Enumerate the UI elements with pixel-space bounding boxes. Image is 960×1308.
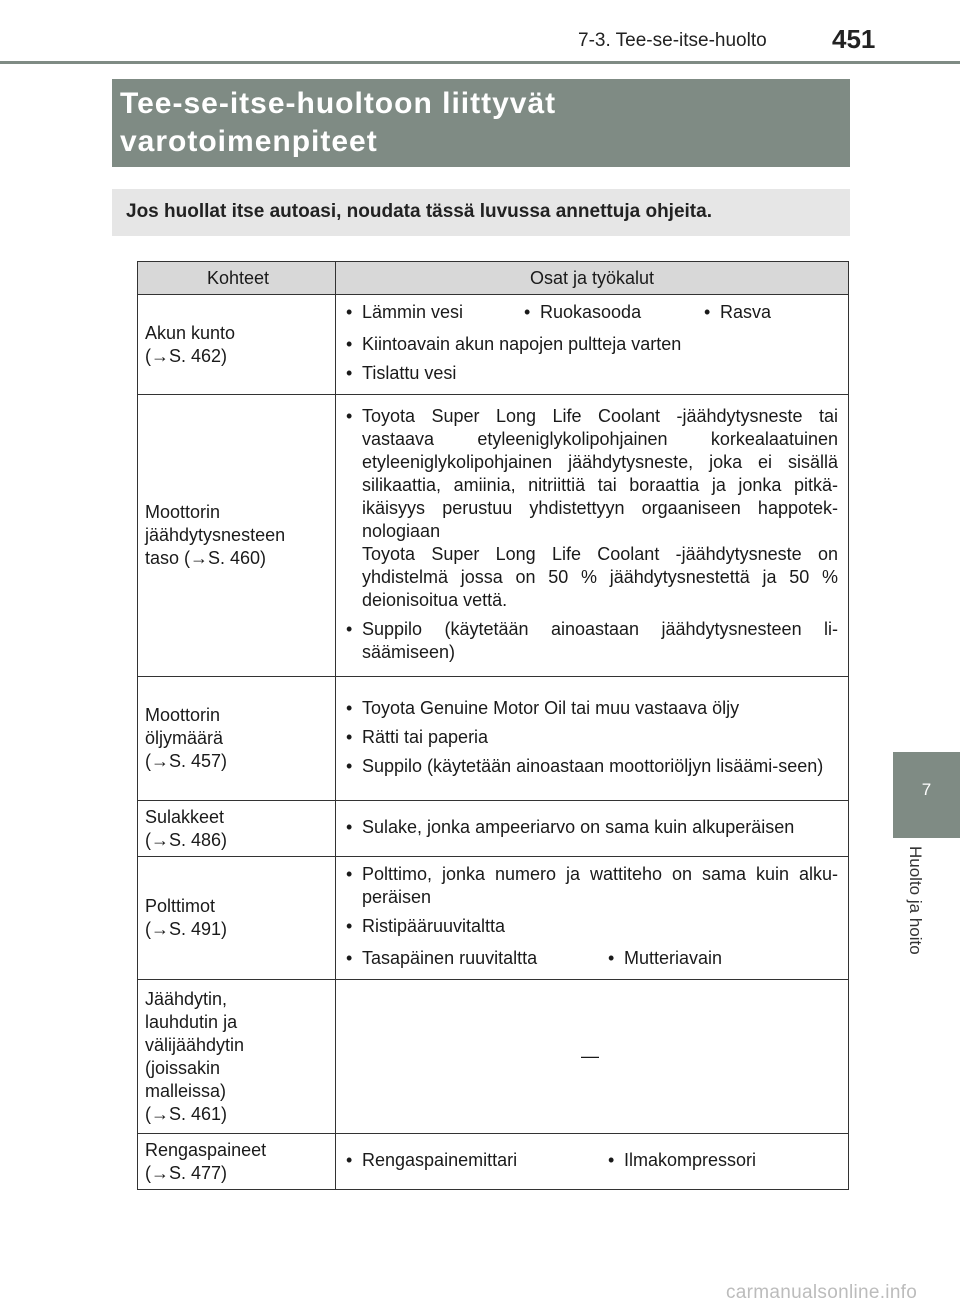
list-item: • Suppilo (käytetään ainoastaan moottoriöljyn lisäämi-seen): [342, 755, 838, 778]
empty-dash: —: [581, 1046, 599, 1066]
item-reference: (→S. 491): [145, 919, 228, 939]
item-reference: (→S. 477): [145, 1162, 228, 1183]
list-item: [342, 405, 838, 612]
page-title: Tee-se-itse-huoltoon liittyvät varotoimenpiteet: [120, 87, 557, 158]
item-reference: (→S. 457): [145, 751, 228, 771]
item-label: jäähdytysnesteen: [145, 525, 286, 545]
parts-inline-list: [342, 1146, 838, 1178]
list-item: • Rasva: [700, 301, 771, 324]
item-label: välijäähdytin: [145, 1034, 245, 1055]
list-item: • Lämmin vesi: [342, 301, 520, 324]
item-cell: [138, 801, 336, 857]
item-cell: [138, 857, 336, 980]
parts-inline-list: [342, 298, 838, 330]
item-label: (joissakin: [145, 1057, 221, 1078]
item-cell: [138, 295, 336, 395]
table-header-row: [138, 262, 849, 295]
table-row: [138, 395, 849, 677]
column-header-items: Kohteet: [138, 262, 336, 295]
item-label: lauhdutin ja: [145, 1011, 238, 1032]
list-item: • Toyota Genuine Motor Oil tai muu vastaava öljy: [342, 697, 838, 720]
table-row: [138, 801, 849, 857]
parts-cell: [336, 857, 849, 980]
item-cell: [138, 395, 336, 677]
watermark-url: carmanualsonline.info: [726, 1282, 918, 1303]
parts-cell: [336, 677, 849, 801]
item-label: Sulakkeet: [145, 806, 225, 827]
chapter-title: Huolto ja hoito: [906, 846, 925, 955]
item-reference: (→S. 461): [145, 1103, 228, 1124]
item-label: Rengaspaineet: [145, 1139, 267, 1160]
list-item-note: Toyota Super Long Life Coolant -jäähdytysneste on yhdistelmä jossa on 50 % jäähdytysnestettä ja 50 % deionisoitua vettä.: [362, 543, 838, 610]
list-item: • Rengaspainemittari: [342, 1149, 604, 1172]
item-cell: [138, 677, 336, 801]
item-label: Moottorin: [145, 705, 221, 725]
table-row: [138, 980, 849, 1134]
list-item: • Rätti tai paperia: [342, 726, 838, 749]
parts-cell: [336, 980, 849, 1134]
chapter-number: 7: [921, 780, 932, 799]
item-label: Polttimot: [145, 896, 216, 916]
parts-cell: [336, 395, 849, 677]
item-label: Jäähdytin,: [145, 988, 228, 1009]
item-cell: [138, 1134, 336, 1190]
column-header-parts: Osat ja työkalut: [336, 262, 849, 295]
parts-cell: [336, 1134, 849, 1190]
parts-cell: [336, 295, 849, 395]
list-item: • Tislattu vesi: [342, 362, 838, 385]
parts-cell: [336, 801, 849, 857]
item-reference: taso (→S. 460): [145, 548, 267, 568]
list-item: • Suppilo (käytetään ainoastaan jäähdytysnesteen li-säämiseen): [342, 618, 838, 664]
item-cell: [138, 980, 336, 1134]
table-row: [138, 677, 849, 801]
parts-inline-list: [342, 944, 838, 976]
parts-table: [137, 261, 849, 1190]
item-label: malleissa): [145, 1080, 227, 1101]
list-item: • Ruokasooda: [520, 301, 700, 324]
item-label: Moottorin: [145, 502, 221, 522]
table-row: [138, 1134, 849, 1190]
item-reference: (→S. 462): [145, 345, 228, 366]
list-item: • Kiintoavain akun napojen pultteja varten: [342, 333, 838, 356]
intro-box: [112, 189, 850, 236]
list-item: • Ilmakompressori: [604, 1149, 756, 1172]
chapter-tab: [893, 752, 960, 838]
page-number: 451: [832, 24, 876, 54]
list-item: • Tasapäinen ruuvitaltta: [342, 947, 604, 970]
list-item: • Ristipääruuvitaltta: [342, 915, 838, 938]
table-row: [138, 295, 849, 395]
intro-text: Jos huollat itse autoasi, noudata tässä luvussa annettuja ohjeita.: [126, 201, 712, 222]
item-label: öljymäärä: [145, 728, 224, 748]
section-header-text: 7-3. Tee-se-itse-huolto: [578, 30, 767, 51]
title-box: [112, 79, 850, 167]
list-item: • Mutteriavain: [604, 947, 722, 970]
list-item-text: • Toyota Super Long Life Coolant -jäähdytysneste tai vastaava etyleeniglykolipohjainen korkealaatuinen etyleeniglykolipohjainen jäähdytysneste, joka ei sisällä silikaattia, amiinia, nitriittiä tai boraattia ja jonka pitkä-ikäisyys perustuu yhdistettyyn orgaaniseen happotek-nologiaan: [362, 405, 838, 541]
list-item: • Polttimo, jonka numero ja wattiteho on sama kuin alku-peräisen: [342, 863, 838, 909]
table-row: [138, 857, 849, 980]
item-label: Akun kunto: [145, 322, 236, 343]
header-rule: [0, 61, 960, 64]
list-item: • Sulake, jonka ampeeriarvo on sama kuin alkuperäisen: [342, 816, 838, 839]
item-reference: (→S. 486): [145, 829, 228, 850]
